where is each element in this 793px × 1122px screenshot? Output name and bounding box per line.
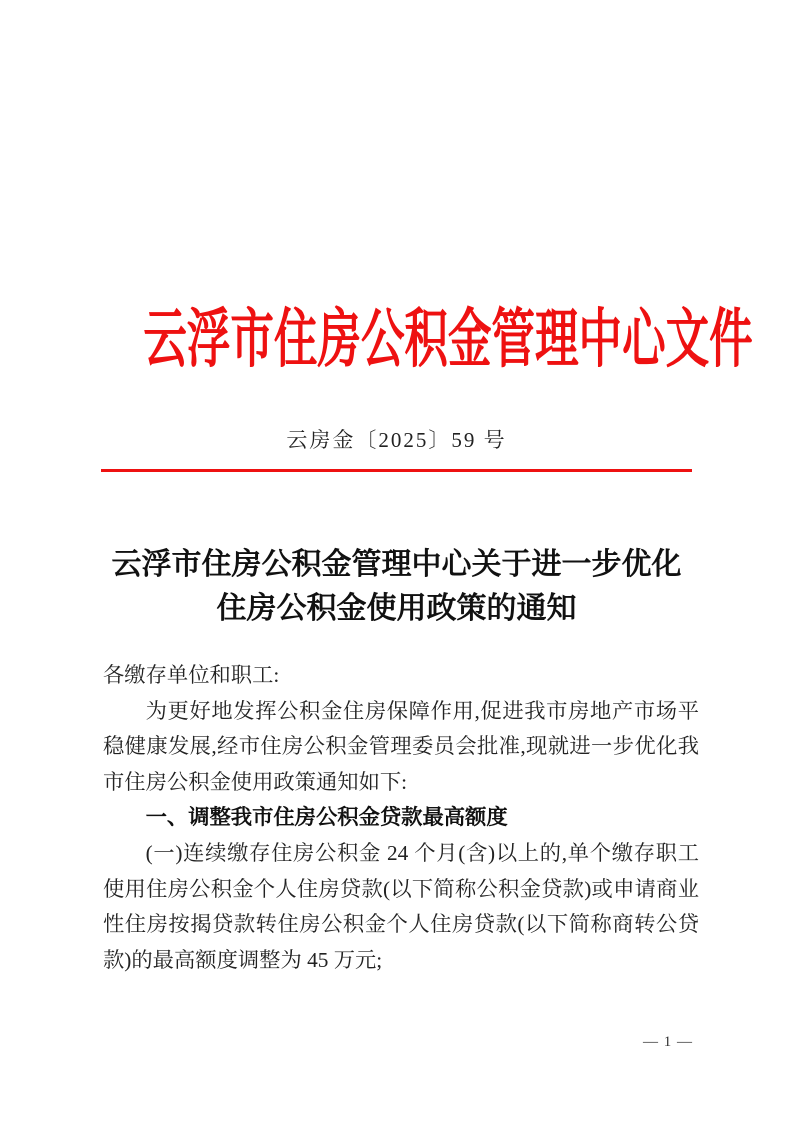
paragraph-item-1: (一)连续缴存住房公积金 24 个月(含)以上的,单个缴存职工使用住房公积金个人住房贷款(以下简称公积金贷款)或申请商业性住房按揭贷款转住房公积金个人住房贷款(以下简称商转公贷款)的最高额度调整为 45 万元; [103,840,699,972]
document-title-line2: 住房公积金使用政策的通知 [216,592,577,625]
letterhead-title: 云浮市住房公积金管理中心文件 [143,304,753,375]
red-separator-line [101,469,692,472]
document-title [0,543,793,631]
page-number: — 1 — [643,1034,693,1050]
paragraph-intro: 为更好地发挥公积金住房保障作用,促进我市房地产市场平稳健康发展,经市住房公积金管理委员会批准,现就进一步优化我市住房公积金使用政策通知如下: [103,698,699,794]
document-reference-number: 云房金〔2025〕59 号 [286,428,507,452]
section-1-heading: 一、调整我市住房公积金贷款最高额度 [145,805,508,830]
document-title-line1: 云浮市住房公积金管理中心关于进一步优化 [111,548,682,581]
letterhead-banner [0,294,793,387]
salutation: 各缴存单位和职工: [103,663,280,687]
document-body [103,658,699,978]
